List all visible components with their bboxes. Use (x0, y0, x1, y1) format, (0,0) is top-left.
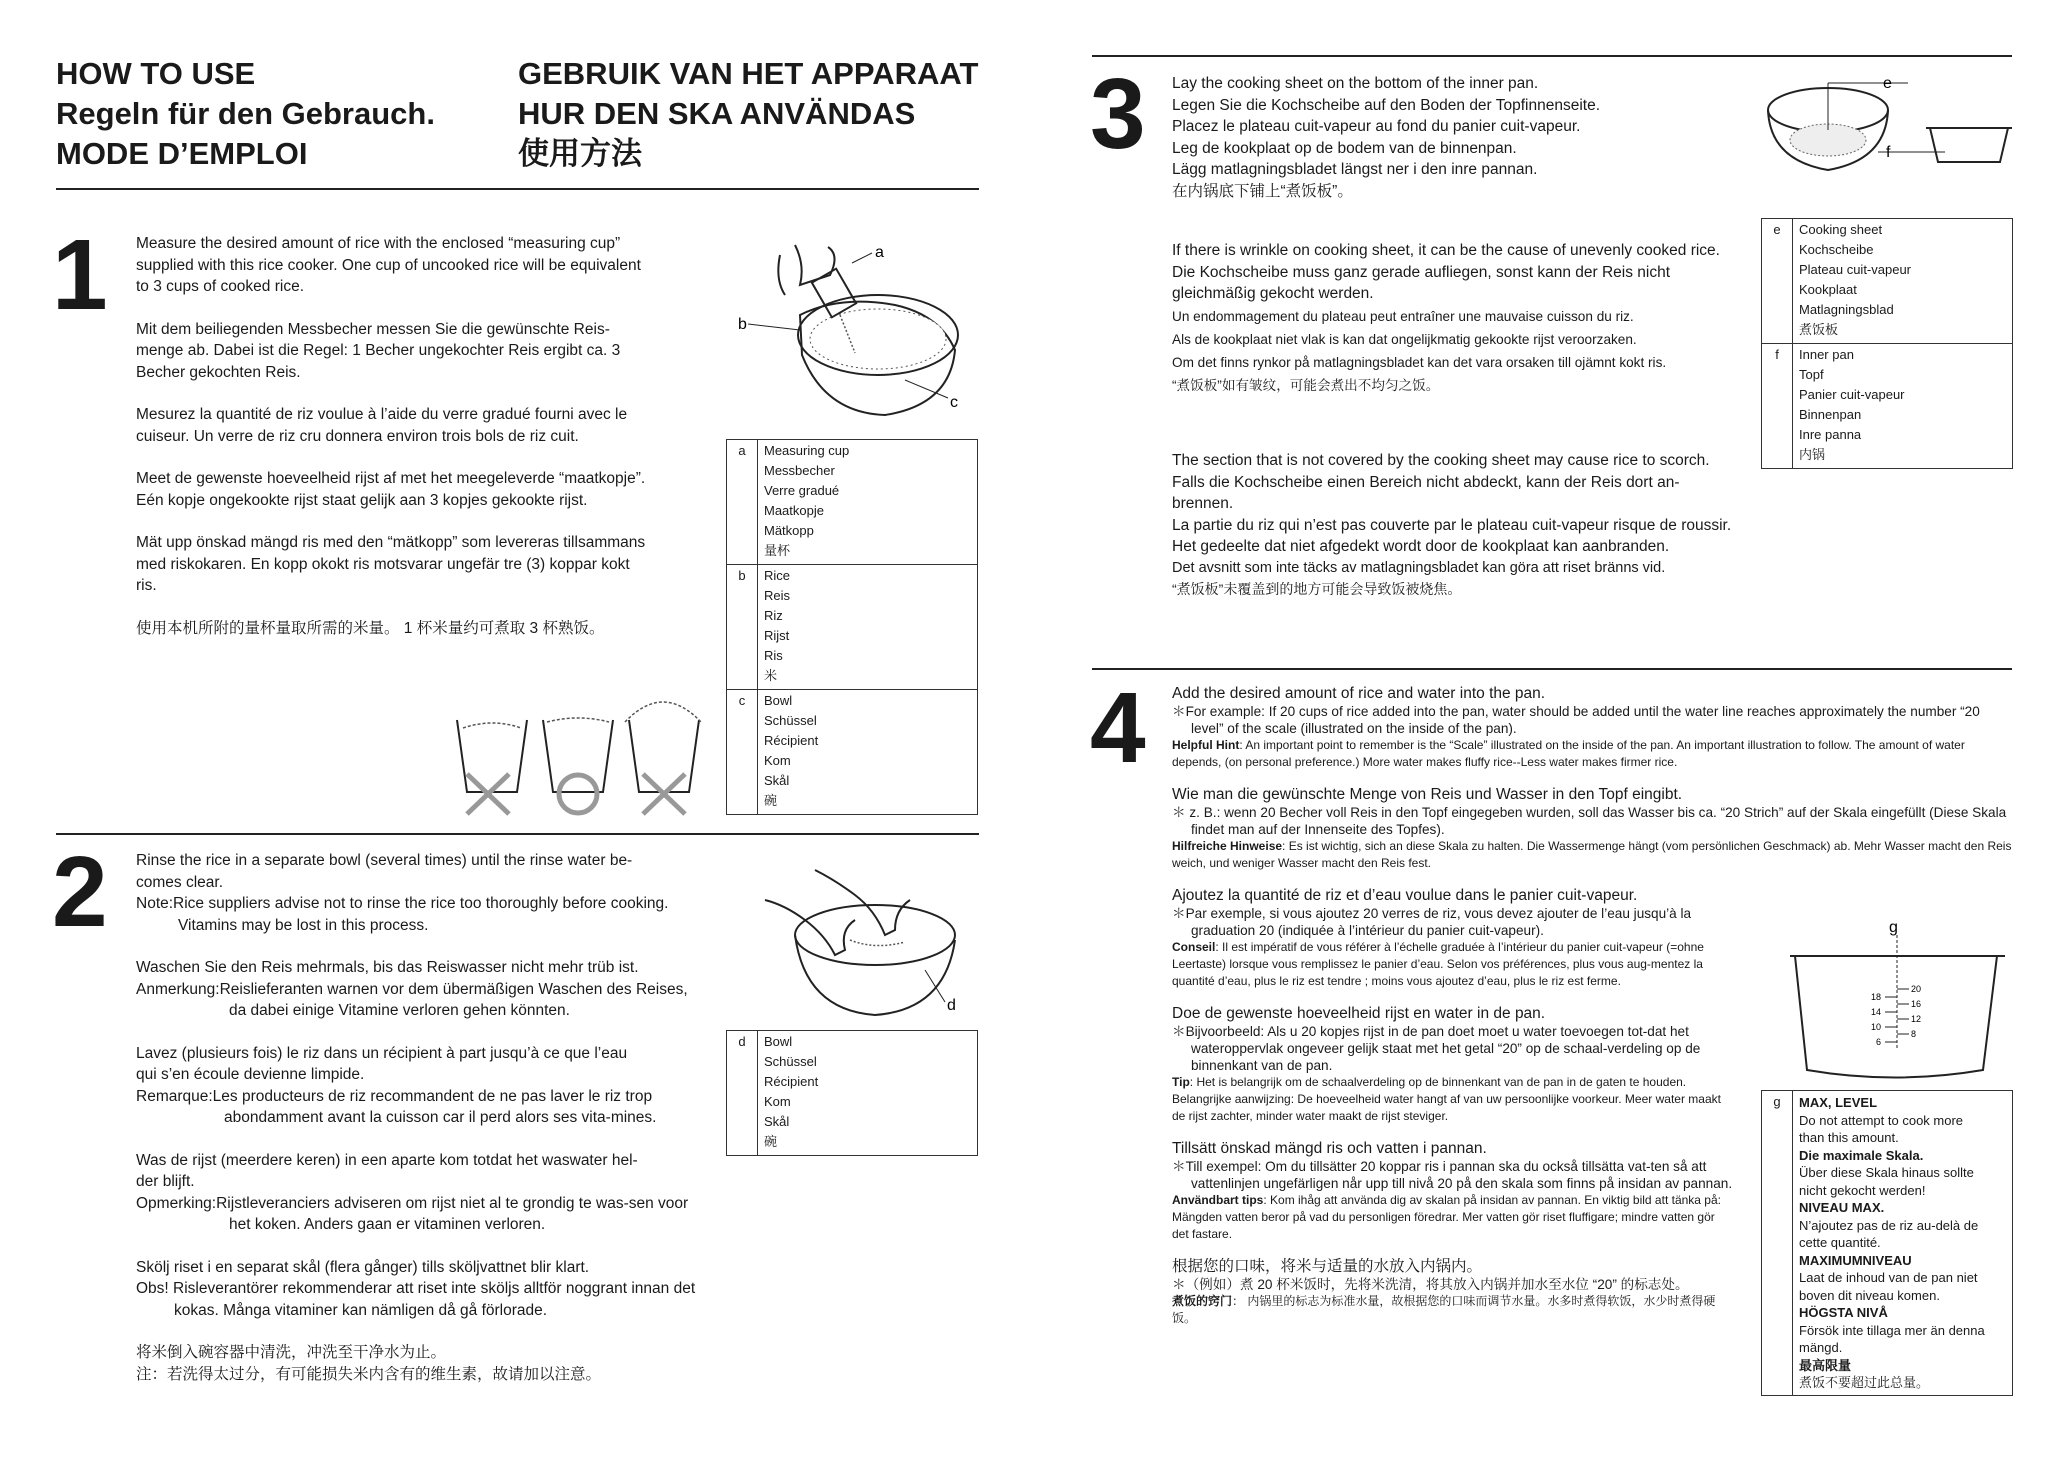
text-line: Meet de gewenste hoeveelheid rijst af met het meegeleverde “maatkopje”. (136, 470, 646, 487)
legend-value: Verre gradué (764, 483, 840, 498)
text-line: Lägg matlagningsbladet längst ner i den inre pannan. (1172, 161, 1538, 178)
text-line: comes clear. (136, 873, 224, 891)
legend-value: N’ajoutez pas de riz au-delà de (1799, 1217, 1979, 1233)
block-hint: Hilfreiche Hinweise: Es ist wichtig, sich an diese Skala zu halten. Die Wassermenge hängt (vom persönlichen Geschmack) ab. Mehr Wasser macht den Reis weich, und weniger Wasser macht den Reis fest. (1172, 839, 2012, 870)
block-hint: Conseil: Il est impératif de vous référer à l’échelle graduée à l’intérieur du panier cuit-vapeur (=ohne Leertaste) lorsque vous remplissez le panier d’eau. Selon vos préférences, plus vous aug-mentez la quantité d’eau, plus le riz est tendre ; moins vous ajoutez d’eau, plus le riz est ferme. (1172, 940, 1704, 988)
legend-value: Über diese Skala hinaus sollte (1799, 1165, 1974, 1180)
legend-value: Récipient (764, 1074, 819, 1089)
text-line: Opmerking:Rijstleveranciers adviseren om rijst niet al te grondig te was-sen voor het koken. Anders gaan er vitaminen verloren. (136, 1194, 689, 1233)
legend-values (758, 440, 853, 564)
legend-value: Inre panna (1799, 427, 1862, 442)
legend-key: g (1762, 1091, 1793, 1395)
hint-label: Helpful Hint (1172, 738, 1240, 752)
step1-paragraph (136, 319, 696, 384)
text-line: Skölj riset i en separat skål (flera gånger) tills sköljvattnet blir klart. (136, 1258, 590, 1276)
hint-label: 煮饭的窍门 (1172, 1294, 1233, 1308)
text-line: Die Kochscheibe muss ganz gerade aufliegen, sonst kann der Reis nicht gleichmäßig gekocht werden. (1172, 263, 1671, 302)
title-divider (56, 188, 979, 190)
legend-key: d (727, 1031, 758, 1155)
text-line: Was de rijst (meerdere keren) in een aparte kom totdat het waswater hel- (136, 1151, 638, 1169)
text-line: qui s’en écoule devienne limpide. (136, 1066, 365, 1083)
legend-value: 最高限量 (1799, 1357, 1852, 1373)
text-line: 将米倒入碗容器中清洗，冲洗至干净水为止。 (136, 1344, 447, 1361)
step2-legend (726, 1030, 978, 1156)
text-line: Om det finns rynkor på matlagningsbladet kan det vara orsaken till ojämnt kokt ris. (1172, 354, 1667, 370)
legend-value: HÖGSTA NIVÅ (1799, 1305, 1888, 1320)
block-hint: Användbart tips: Kom ihåg att använda dig av skalan på insidan av pannan. En viktig bild att tänka på: Mängden vatten beror på vad du personligen föredrar. Mer vatten gör riset fluffigare; mindre vatten gör det fastare. (1172, 1193, 1721, 1241)
legend-value: Cooking sheet (1799, 222, 1883, 237)
step1-paragraph (136, 532, 696, 597)
label-g: g (1889, 919, 1898, 936)
legend-value: 量杯 (764, 543, 791, 558)
legend-value: 米 (764, 668, 778, 683)
title-de: Regeln für den Gebrauch. (56, 96, 435, 131)
legend-value: 煮饭板 (1799, 322, 1839, 337)
legend-row (727, 689, 977, 814)
text-line: Obs! Risleverantörer rekommenderar att riset inte sköljs alltför noggrant innan det kokas. Många vitaminer kan nämligen då gå förlorade. (136, 1280, 696, 1319)
legend-values (758, 565, 794, 689)
step1-legend (726, 439, 978, 815)
block-example: ＊For example: If 20 cups of rice added into the pan, water should be added until the water line reaches approximately the number “20 level” of the scale (illustrated on the inside of the pan). (1172, 704, 1980, 736)
text-line: Falls die Kochscheibe einen Bereich nicht abdeckt, kann der Reis dort an-brennen. (1172, 473, 1680, 512)
hint-label: Conseil (1172, 940, 1216, 954)
block-heading: Add the desired amount of rice and water into the pan. (1172, 685, 1546, 702)
text-line: If there is wrinkle on cooking sheet, it can be the cause of unevenly cooked rice. (1172, 242, 1720, 259)
step3-coverage-text (1172, 450, 1732, 601)
hint-label: Tip (1172, 1075, 1190, 1089)
legend-value: 碗 (764, 793, 778, 808)
label-b: b (738, 316, 747, 333)
block-heading: 根据您的口味，将米与适量的水放入内锅内。 (1172, 1258, 1483, 1275)
measuring-cup-bowl-illustration (740, 235, 970, 425)
text-line: Placez le plateau cuit-vapeur au fond du panier cuit-vapeur. (1172, 118, 1581, 135)
text-line: Als de kookplaat niet vlak is kan dat ongelijkmatig gekookte rijst veroorzaken. (1172, 331, 1637, 347)
legend-value: Maatkopje (764, 503, 824, 518)
text-line: Becher gekochten Reis. (136, 363, 301, 381)
step3-wrinkle-text (1172, 240, 1732, 397)
block-heading: Ajoutez la quantité de riz et d’eau voulue dans le panier cuit-vapeur. (1172, 887, 1638, 904)
text-line: Leg de kookplaat op de bodem van de binnenpan. (1172, 139, 1517, 157)
text-line: Det avsnitt som inte täcks av matlagningsbladet kan göra att riset bränns vid. (1172, 559, 1666, 576)
scale-tick-left: 18 (1871, 992, 1882, 1002)
legend-value: Binnenpan (1799, 407, 1862, 422)
block-hint: 煮饭的窍门： 内锅里的标志为标准水量，故根据您的口味而调节水量。水多时煮得软饭，水少时煮得硬饭。 (1172, 1294, 1716, 1325)
legend-value: Kom (764, 753, 791, 768)
title-sv: HUR DEN SKA ANVÄNDAS (518, 96, 916, 131)
text-line: ris. (136, 577, 157, 594)
block-example: ＊Par exemple, si vous ajoutez 20 verres de riz, vous devez ajouter de l’eau jusqu’à la graduation 20 (indiquée à l’intérieur du panier cuit-vapeur). (1172, 906, 1692, 938)
step1-divider (56, 833, 979, 835)
legend-values (758, 690, 822, 814)
legend-value: Riz (764, 608, 783, 623)
text-line: Mit dem beiliegenden Messbecher messen Sie die gewünschte Reis- (136, 320, 610, 338)
text-line: med riskokaren. En kopp okokt ris motsvarar ungefär tre (3) koppar kokt (136, 555, 630, 573)
step3-intro (1172, 73, 1732, 202)
block-example: ＊ z. B.: wenn 20 Becher voll Reis in den Topf eingegeben wurden, soll das Wasser bis ca. “20 Strich” auf der Skala eingefüllt (Diese Skala findet man auf der Innenseite des Topfes). (1172, 805, 2007, 837)
scale-tick-right: 12 (1911, 1014, 1922, 1024)
text-line: The section that is not covered by the cooking sheet may cause rice to scorch. (1172, 452, 1710, 469)
text-line: Un endommagement du plateau peut entraîner une mauvaise cuisson du riz. (1172, 308, 1634, 324)
legend-value: Schüssel (764, 713, 817, 728)
legend-row (727, 1031, 977, 1155)
text-line: der blijft. (136, 1173, 195, 1190)
block-heading: Tillsätt önskad mängd ris och vatten i pannan. (1172, 1140, 1487, 1157)
text-line: Het gedeelte dat niet afgedekt wordt door de kookplaat kan aanbranden. (1172, 538, 1670, 555)
step1-number: 1 (52, 219, 108, 331)
legend-value: boven dit niveau komen. (1799, 1287, 1940, 1303)
legend-value: Skål (764, 773, 790, 788)
step3-number: 3 (1090, 58, 1146, 170)
scale-tick-right: 8 (1911, 1029, 1917, 1039)
block-heading: Doe de gewenste hoeveelheid rijst en water in de pan. (1172, 1005, 1546, 1022)
block-heading: Wie man die gewünschte Menge von Reis und Wasser in den Topf eingibt. (1172, 786, 1683, 803)
legend-value: Messbecher (764, 463, 835, 478)
text-line: Measure the desired amount of rice with the enclosed “measuring cup” (136, 235, 621, 252)
legend-value: Do not attempt to cook more (1799, 1112, 1964, 1128)
step1-paragraph (136, 404, 696, 447)
legend-key: a (727, 440, 758, 564)
legend-value: mängd. (1799, 1340, 1843, 1355)
inner-pan-cooking-sheet-illustration (1760, 70, 2010, 180)
legend-values (1793, 344, 1909, 468)
legend-values (1793, 1091, 1989, 1395)
legend-value: 煮饭不要超过此总量。 (1799, 1375, 1930, 1390)
text-line: supplied with this rice cooker. One cup of uncooked rice will be equivalent (136, 256, 641, 274)
label-a: a (875, 244, 884, 261)
legend-key: e (1762, 219, 1793, 343)
text-line: “煮饭板”如有皱纹，可能会煮出不均匀之饭。 (1172, 377, 1440, 393)
step1-paragraph (136, 468, 696, 511)
title-zh: 使用方法 (518, 136, 642, 171)
rice-level-comparison-illustration (455, 692, 700, 817)
legend-value: Skål (764, 1114, 790, 1129)
legend-value: Die maximale Skala. (1799, 1147, 1924, 1163)
block-hint: Tip: Het is belangrijk om de schaalverdeling op de binnenkant van de pan in de gaten te houden. Belangrijke aanwijzing: De hoeveelheid water hangt af van uw persoonlijke voorkeur. Meer water maakt de rijst zachter, minder water maakt de rijst steviger. (1172, 1075, 1721, 1123)
text-line: to 3 cups of cooked rice. (136, 278, 305, 295)
scale-tick-left: 10 (1871, 1022, 1882, 1032)
label-d: d (947, 997, 956, 1014)
legend-value: Reis (764, 588, 791, 603)
step2-number: 2 (52, 836, 108, 948)
text-line: Note:Rice suppliers advise not to rinse the rice too thoroughly before cooking. Vitamins may be lost in this process. (136, 895, 669, 934)
text-line: 在内锅底下铺上“煮饭板”。 (1172, 182, 1353, 200)
scale-tick-left: 14 (1871, 1007, 1882, 1017)
text-line: 注：若洗得太过分，有可能损失米内含有的维生素，故请加以注意。 (136, 1365, 602, 1383)
water-level-scale-illustration (1785, 920, 2010, 1090)
label-f: f (1886, 144, 1891, 161)
legend-values (1793, 219, 1915, 343)
step1-paragraph (136, 233, 696, 298)
text-line: “煮饭板”未覆盖到的地方可能会导致饭被烧焦。 (1172, 581, 1462, 597)
legend-value: Matlagningsblad (1799, 302, 1894, 317)
title-en: HOW TO USE (56, 56, 256, 91)
step4-block-de (1172, 785, 2014, 872)
legend-value: Panier cuit-vapeur (1799, 387, 1905, 402)
legend-value: 碗 (764, 1134, 778, 1149)
title-nl: GEBRUIK VAN HET APPARAAT (518, 56, 979, 91)
text-line: Rinse the rice in a separate bowl (several times) until the rinse water be- (136, 852, 633, 869)
legend-value: Récipient (764, 733, 819, 748)
step3-divider (1092, 668, 2012, 670)
label-e: e (1883, 75, 1892, 92)
legend-value: Topf (1799, 367, 1824, 382)
legend-value: Laat de inhoud van de pan niet (1799, 1270, 1978, 1285)
title-fr: MODE D’EMPLOI (56, 136, 308, 171)
legend-value: Försök inte tillaga mer än denna (1799, 1322, 1985, 1338)
legend-row (727, 564, 977, 689)
hint-label: Användbart tips (1172, 1193, 1264, 1207)
legend-value: than this amount. (1799, 1130, 1899, 1145)
block-example: ＊Bijvoorbeeld: Als u 20 kopjes rijst in de pan doet moet u water toevoegen tot-dat het wateroppervlak ongeveer gelijk staat met het getal “20” op de schaal-verdeling op de binnenkant van de pan. (1172, 1024, 1701, 1073)
step1-paragraph (136, 618, 696, 640)
rinsing-bowl-illustration (755, 860, 970, 1020)
block-example: ＊Till exempel: Om du tillsätter 20 koppar ris i pannan ska du också tillsätta vat-ten så att vattenlinjen ungefärligen når upp till nivå 20 på den skala som finns på insidan av pannan. (1172, 1159, 1733, 1191)
legend-value: Mätkopp (764, 523, 814, 538)
text-line: menge ab. Dabei ist die Regel: 1 Becher ungekochter Reis ergibt ca. 3 (136, 342, 621, 359)
legend-key: c (727, 690, 758, 814)
scale-tick-left: 6 (1876, 1037, 1882, 1047)
text-line: Lay the cooking sheet on the bottom of the inner pan. (1172, 75, 1539, 92)
step4-block-en (1172, 684, 2014, 771)
text-line: cuiseur. Un verre de riz cru donnera environ trois bols de riz cuit. (136, 427, 579, 445)
legend-row (727, 440, 977, 564)
legend-value: NIVEAU MAX. (1799, 1200, 1885, 1215)
legend-row (1762, 1091, 2012, 1395)
block-example: ＊（例如）煮 20 杯米饭时，先将米洗清，将其放入内锅并加水至水位 “20” 的标志处。 (1172, 1277, 1689, 1292)
legend-value: Kochscheibe (1799, 242, 1874, 257)
legend-row (1762, 343, 2012, 468)
step4-legend (1761, 1090, 2013, 1396)
step1-text (136, 233, 696, 660)
legend-value: MAX, LEVEL (1799, 1095, 1878, 1110)
text-line: Mesurez la quantité de riz voulue à l’aide du verre gradué fourni avec le (136, 406, 628, 423)
text-line: Eén kopje ongekookte rijst staat gelijk aan 3 kopjes gekookte rijst. (136, 491, 588, 509)
text-line: 使用本机所附的量杯量取所需的米量。 1 杯米量约可煮取 3 杯熟饭。 (136, 619, 605, 637)
label-c: c (950, 394, 958, 411)
text-line: La partie du riz qui n’est pas couverte par le plateau cuit-vapeur risque de roussir. (1172, 516, 1732, 534)
text-line: Anmerkung:Reislieferanten warnen vor dem übermäßigen Waschen des Reises, da dabei einige Vitamine verloren gehen könnten. (136, 980, 688, 1019)
title-right-block (518, 54, 978, 174)
block-hint: Helpful Hint: An important point to remember is the “Scale” illustrated on the inside of the pan. An important illustration to follow. The amount of water depends, (on personal preference.) More water makes fluffy rice--Less water makes firmer rice. (1172, 738, 1965, 769)
right-top-rule (1092, 55, 2012, 57)
text-line: Mät upp önskad mängd ris med den “mätkopp” som levereras tillsammans (136, 534, 646, 551)
title-left-block (56, 54, 435, 174)
legend-value: Bowl (764, 1034, 793, 1049)
step2-text (136, 850, 696, 1385)
legend-value: Rijst (764, 628, 790, 643)
legend-key: f (1762, 344, 1793, 468)
scale-tick-right: 16 (1911, 999, 1922, 1009)
legend-key: b (727, 565, 758, 689)
legend-value: Kookplaat (1799, 282, 1857, 297)
legend-value: Inner pan (1799, 347, 1854, 362)
legend-value: Plateau cuit-vapeur (1799, 262, 1912, 277)
legend-value: Rice (764, 568, 791, 583)
legend-value: MAXIMUMNIVEAU (1799, 1252, 1912, 1268)
hint-label: Hilfreiche Hinweise (1172, 839, 1283, 853)
legend-value: Kom (764, 1094, 791, 1109)
legend-values (758, 1031, 822, 1155)
text-line: Waschen Sie den Reis mehrmals, bis das Reiswasser nicht mehr trüb ist. (136, 959, 639, 976)
step3-legend (1761, 218, 2013, 469)
legend-value: Ris (764, 648, 783, 663)
legend-value: cette quantité. (1799, 1235, 1881, 1250)
legend-row (1762, 219, 2012, 343)
legend-value: Schüssel (764, 1054, 817, 1069)
text-line: Lavez (plusieurs fois) le riz dans un récipient à part jusqu’à ce que l’eau (136, 1044, 628, 1062)
text-line: Remarque:Les producteurs de riz recommandent de ne pas laver le riz trop abondamment avant la cuisson car il perd alors ses vita-mines. (136, 1087, 657, 1126)
legend-value: Bowl (764, 693, 793, 708)
text-line: Legen Sie die Kochscheibe auf den Boden der Topfinnenseite. (1172, 96, 1601, 114)
step4-number: 4 (1090, 672, 1146, 784)
scale-tick-right: 20 (1911, 984, 1922, 994)
legend-value: nicht gekocht werden! (1799, 1182, 1926, 1198)
legend-value: 内锅 (1799, 447, 1826, 462)
legend-value: Measuring cup (764, 443, 850, 458)
